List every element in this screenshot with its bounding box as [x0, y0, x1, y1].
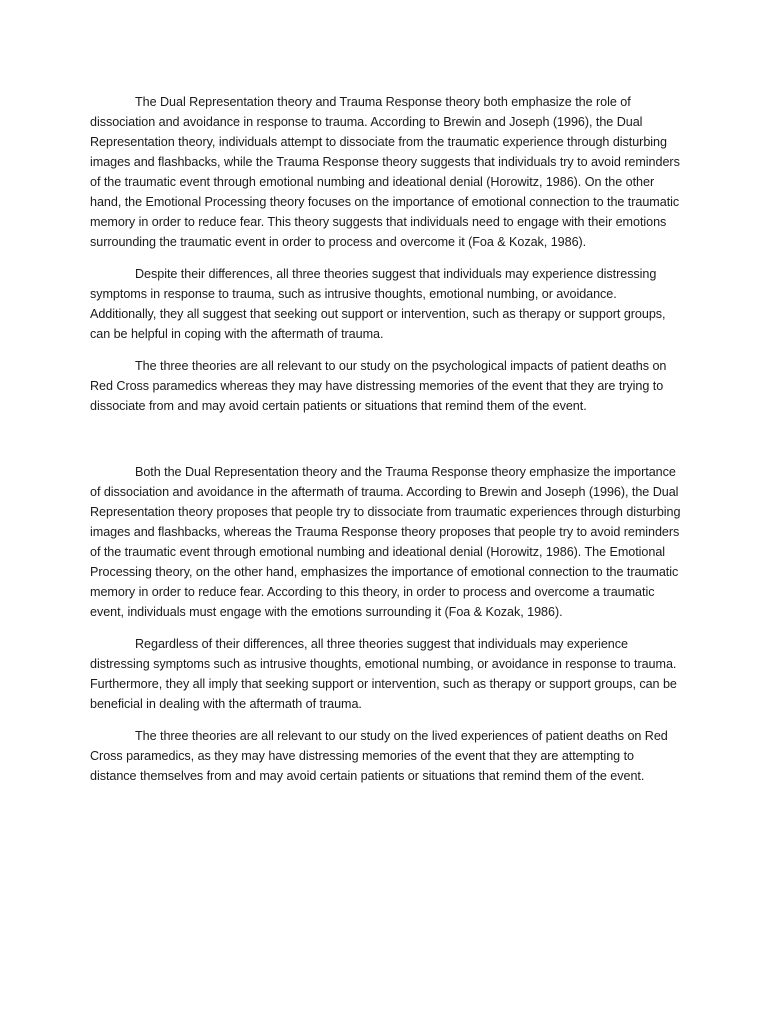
- paragraph-4: Both the Dual Representation theory and the Trauma Response theory emphasize the importance of dissociation and avoidance in the aftermath of trauma. According to Brewin and Joseph (1996), the Dual Representation theory proposes that people try to dissociate from traumatic experiences through disturbing images and flashbacks, whereas the Trauma Response theory proposes that people try to avoid reminders of the traumatic event through emotional numbing and ideational denial (Horowitz, 1986). The Emotional Processing theory, on the other hand, emphasizes the importance of emotional connection to the traumatic memory in order to reduce fear. According to this theory, in order to process and overcome a traumatic event, individuals must engage with the emotions surrounding it (Foa & Kozak, 1986).: [90, 465, 681, 619]
- document-body: [90, 92, 682, 798]
- paragraph-5: Regardless of their differences, all three theories suggest that individuals may experience distressing symptoms such as intrusive thoughts, emotional numbing, or avoidance in response to trauma. Furthermore, they all imply that seeking support or intervention, such as therapy or support groups, can be beneficial in dealing with the aftermath of trauma.: [90, 637, 677, 711]
- paragraph-6: The three theories are all relevant to our study on the lived experiences of patient deaths on Red Cross paramedics, as they may have distressing memories of the event that they are attempting to distance themselves from and may avoid certain patients or situations that remind them of the event.: [90, 729, 668, 783]
- section-spacer: [90, 428, 682, 462]
- paragraph-3: The three theories are all relevant to our study on the psychological impacts of patient deaths on Red Cross paramedics whereas they may have distressing memories of the event that they are trying to dissociate from and may avoid certain patients or situations that remind them of the event.: [90, 359, 667, 413]
- paragraph-1: The Dual Representation theory and Trauma Response theory both emphasize the role of dissociation and avoidance in response to trauma. According to Brewin and Joseph (1996), the Dual Representation theory, individuals attempt to dissociate from the traumatic experience through disturbing images and flashbacks, while the Trauma Response theory suggests that individuals try to avoid reminders of the traumatic event through emotional numbing and ideational denial (Horowitz, 1986). On the other hand, the Emotional Processing theory focuses on the importance of emotional connection to the traumatic memory in order to reduce fear. This theory suggests that individuals need to engage with their emotions surrounding the traumatic event in order to process and overcome it (Foa & Kozak, 1986).: [90, 95, 680, 249]
- paragraph-2: Despite their differences, all three theories suggest that individuals may experience distressing symptoms in response to trauma, such as intrusive thoughts, emotional numbing, or avoidance. Additionally, they all suggest that seeking out support or intervention, such as therapy or support groups, can be helpful in coping with the aftermath of trauma.: [90, 267, 666, 341]
